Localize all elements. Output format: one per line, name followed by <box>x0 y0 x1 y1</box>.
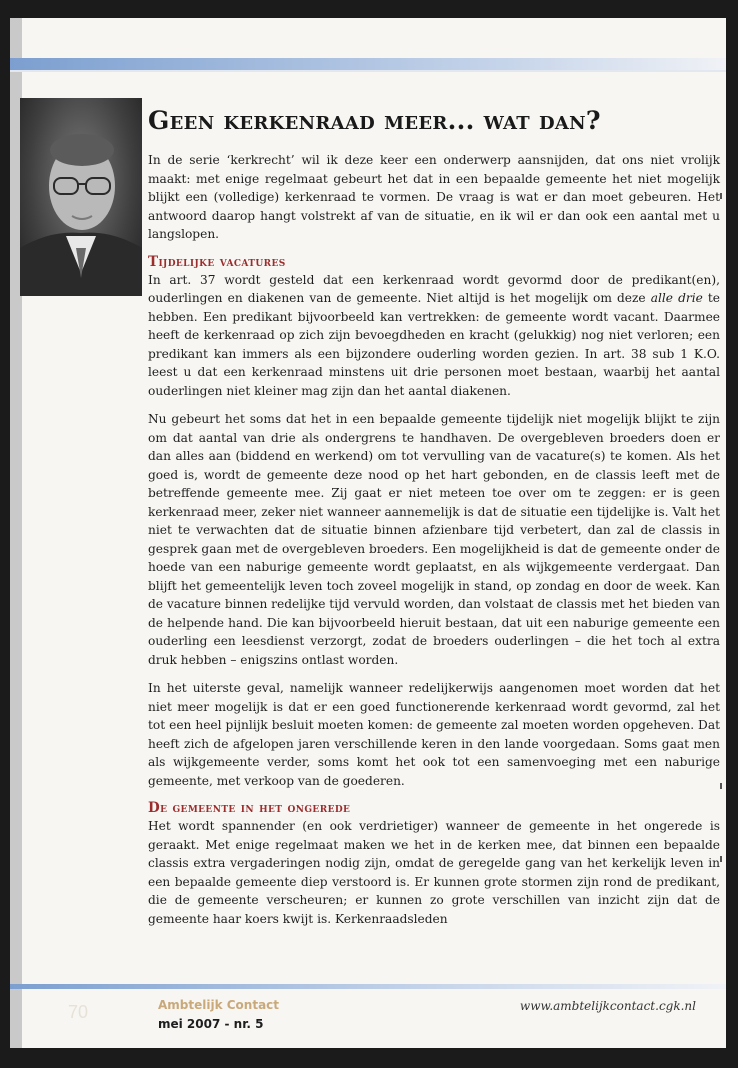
section-heading-gemeente-in-het-ongerede: De gemeente in het ongerede <box>148 800 351 816</box>
section-heading-tijdelijke-vacatures: Tijdelijke vacatures <box>148 253 286 270</box>
issue-label: mei 2007 - nr. 5 <box>158 1017 264 1031</box>
intro-paragraph: In de serie ‘kerkrecht’ wil ik deze keer een onderwerp aansnijden, dat ons niet vrolijk maakt: met enige regelmaat gebeurt het dat in een bepaalde gemeente het niet mogelijk blijkt een (volledige) kerkenraad te vormen. De vraag is wat er dan moet gebeuren. Het antwoord daarop hangt volstrekt af van de situatie, en ik wil er dan ook een aantal met u langslopen. <box>148 153 720 241</box>
magazine-page <box>10 18 726 1048</box>
margin-mark <box>720 193 722 199</box>
margin-mark <box>720 783 722 789</box>
margin-mark <box>720 856 722 862</box>
body-paragraph: Het wordt spannender (en ook verdrietiger) wanneer de gemeente in het ongerede is geraakt. Met enige regelmaat maken we het in de kerken mee, dat binnen een bepaalde classis extra vergaderingen nodig zijn, omdat de geregelde gang van het kerkelijk leven in een bepaalde gemeente diep verstoord is. Er kunnen grote stormen zijn rond de predikant, die de gemeente verscheuren; er kunnen zo grote verschillen van inzicht zijn dat de gemeente haar koers kwijt is. Kerkenraadsleden <box>148 819 720 926</box>
body-paragraph: In het uiterste geval, namelijk wanneer redelijkerwijs aangenomen moet worden dat het niet meer mogelijk is dat er een goed functionerende kerkenraad wordt gevormd, zal het tot een heel pijnlijk besluit moeten komen: de gemeente zal moeten worden opgeheven. Dat heeft zich de afgelopen jaren verschillende keren in den lande voorgedaan. Soms gaat men als wijkgemeente verder, soms komt het ook tot een samenvoeging met een naburige gemeente, met verkoop van de goederen. <box>148 681 720 788</box>
publication-url: www.ambtelijkcontact.cgk.nl <box>519 999 696 1013</box>
header-color-band <box>10 58 726 70</box>
body-paragraph: Nu gebeurt het soms dat het in een bepaalde gemeente tijdelijk niet mogelijk blijkt te zijn om dat aantal van drie als ondergrens te handhaven. De overgebleven broeders doen er dan alles aan (biddend en werkend) om tot vervulling van de vacature(s) te komen. Als het goed is, wordt de gemeente deze nood op het hart gebonden, en de classis leeft met de betreffende gemeente mee. Zij gaat er niet meteen toe over om te zeggen: er is geen kerkenraad meer, zeker niet wanneer aannemelijk is dat de situatie een tijdelijke is. Valt het niet te verwachten dat de situatie binnen afzienbare tijd verbetert, dan zal de classis in gesprek gaan met de overgebleven broeders. Een mogelijkheid is dat de gemeente onder de hoede van een naburige gemeente wordt geplaatst, en als wijkgemeente verdergaat. Dan blijft het gemeentelijk leven toch zoveel mogelijk in stand, op zondag en door de week. Kan de vacature binnen redelijke tijd vervuld worden, dan volstaat de classis met het bieden van de helpende hand. Die kan bijvoorbeeld hieruit bestaan, dat uit een naburige gemeente een ouderling een leesdienst verzorgt, zodat de broeders ouderlingen – die het toch al extra druk hebben – enigszins ontlast worden. <box>148 412 720 667</box>
author-portrait <box>20 98 142 296</box>
body-paragraph <box>148 271 720 401</box>
emphasis-text: alle drie <box>650 291 703 305</box>
paragraph-text: te hebben. Een predikant bijvoorbeeld kan vertrekken: de gemeente wordt vacant. Daarmee heeft de kerkenraad op zich zijn bevoegdheden en kracht (gelukkig) nog niet verloren; een predikant kan immers als een bijzondere ouderling worden gezien. In art. 38 sub 1 K.O. leest u dat een kerkenraad minstens uit drie personen moet bestaan, waarbij het aantal ouderlingen niet kleiner mag zijn dan het aantal diakenen. <box>148 291 721 398</box>
article-title: Geen kerkenraad meer... wat dan? <box>148 106 601 135</box>
publication-name: Ambtelijk Contact <box>158 998 280 1012</box>
paragraph-text: In art. 37 wordt gesteld dat een kerkenraad wordt gevormd door de predikant(en), ouderlingen en diakenen van de gemeente. Niet altijd is het mogelijk om deze <box>148 272 720 305</box>
article-body <box>148 151 720 938</box>
footer-color-band <box>10 984 726 989</box>
page-number: 70 <box>68 1002 89 1022</box>
header-divider <box>10 70 726 72</box>
